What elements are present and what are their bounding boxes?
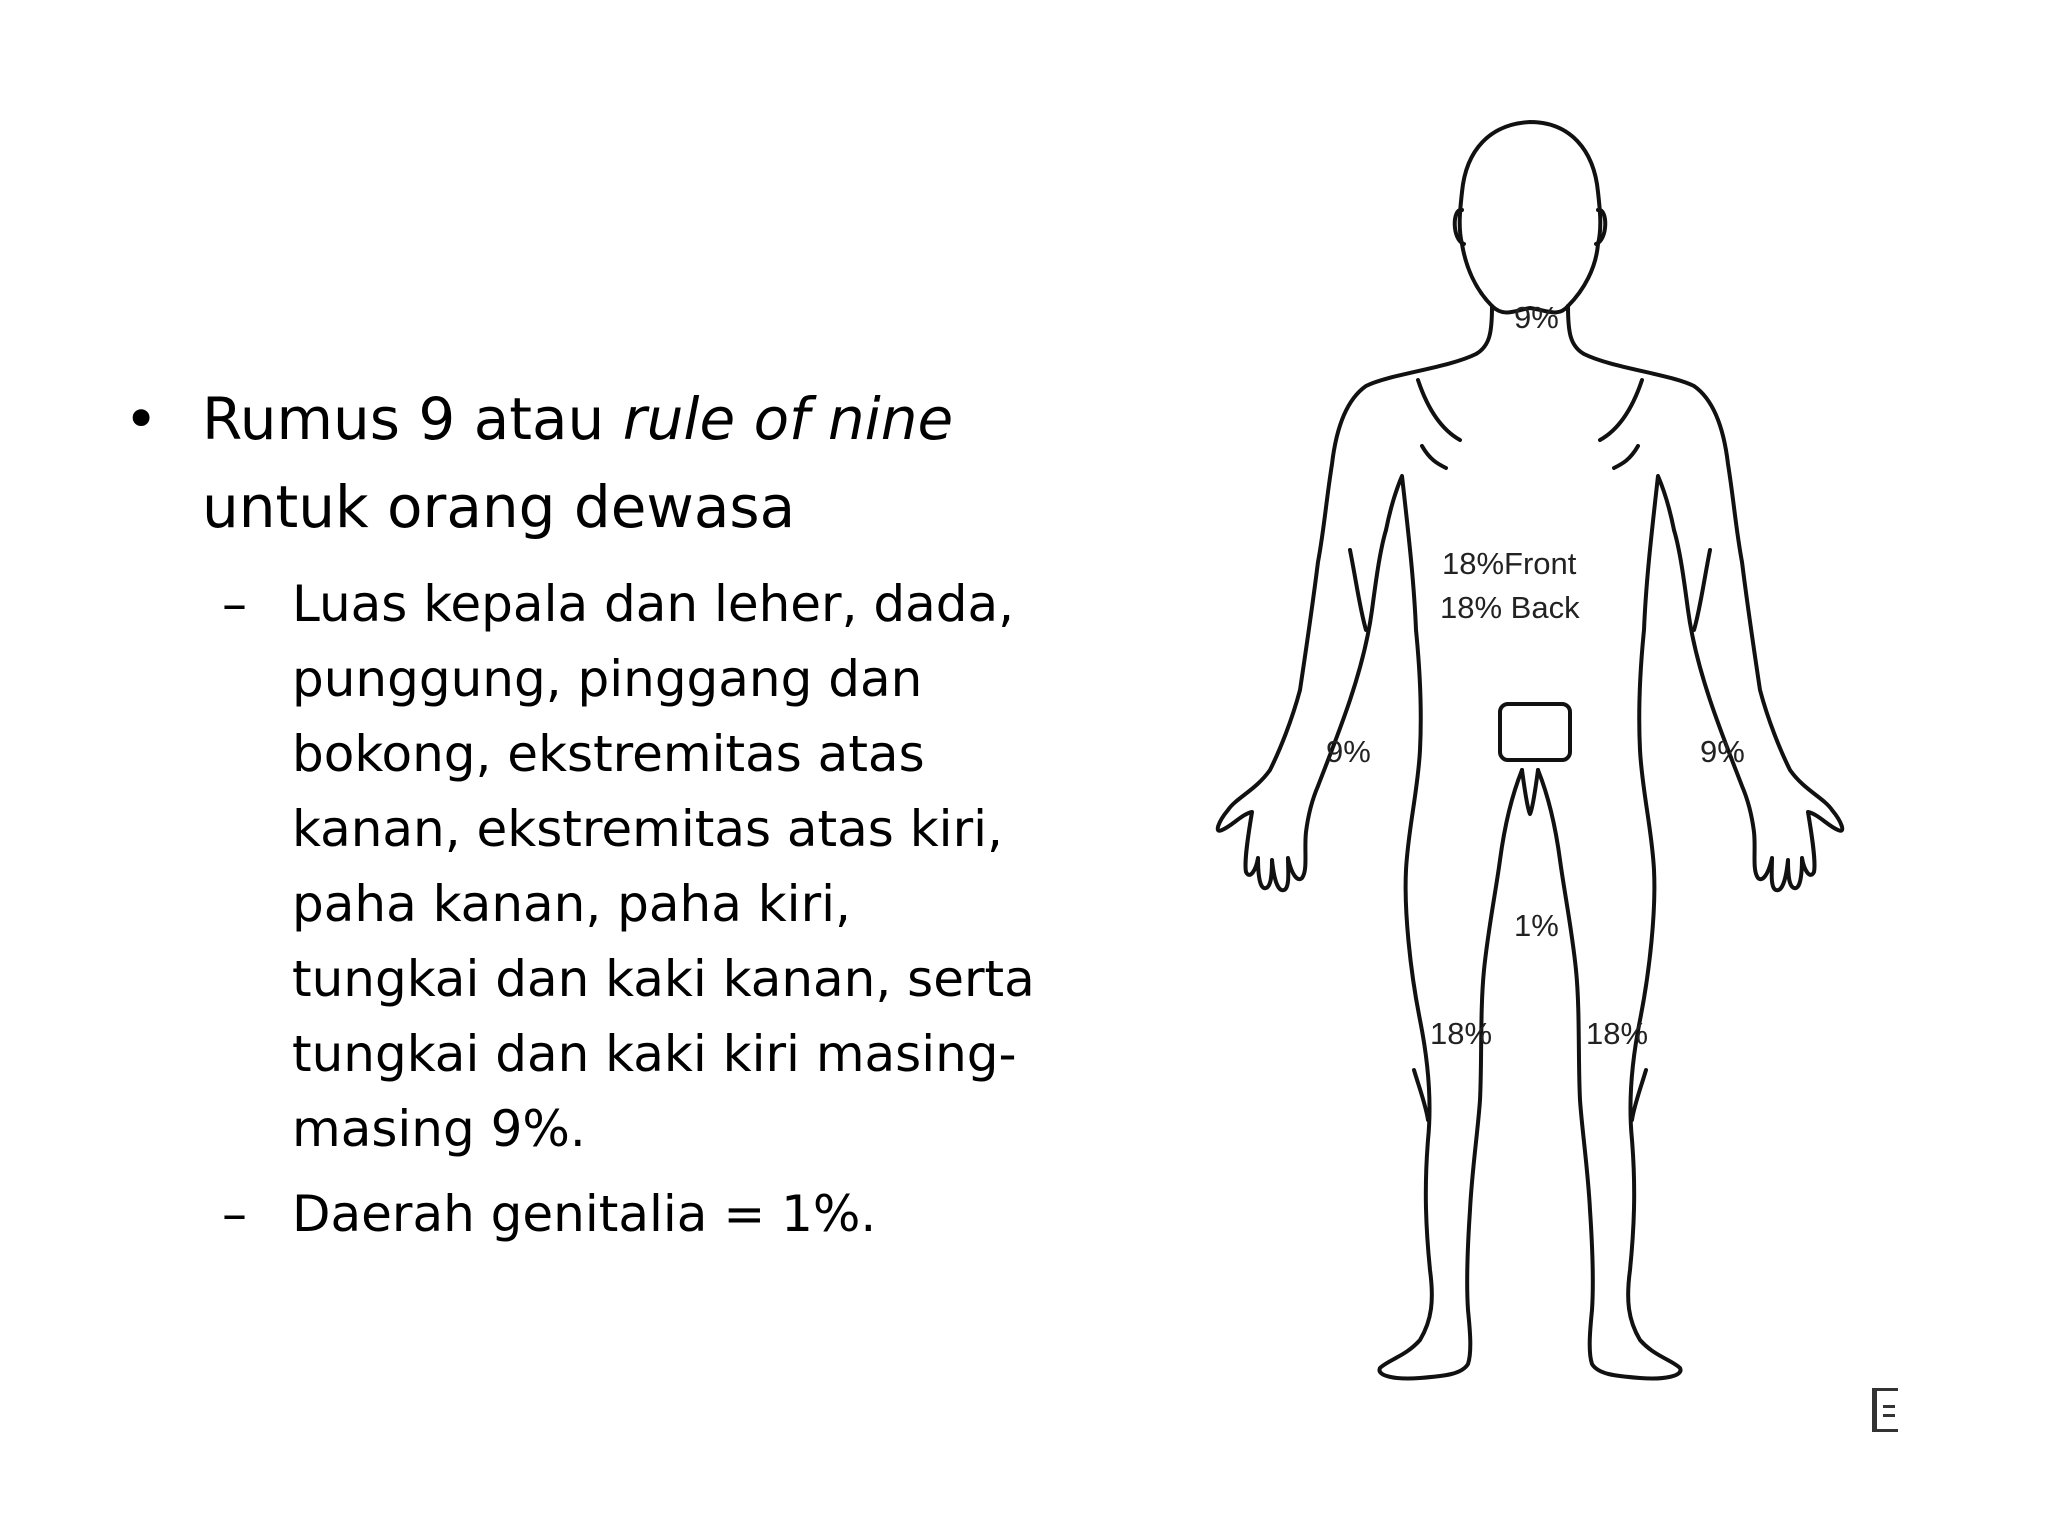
corner-logo-icon <box>1872 1388 1898 1432</box>
label-arm-left: 9% <box>1700 734 1745 769</box>
bullet-list <box>110 375 1040 1262</box>
bullet-dot-icon: • <box>124 385 159 453</box>
main-bullet-text: Rumus 9 atau <box>202 385 623 453</box>
sub-bullet-list <box>110 567 1040 1252</box>
dash-icon: – <box>222 575 247 633</box>
label-torso-back: 18% Back <box>1440 590 1580 625</box>
body-outline-left <box>1568 306 1842 890</box>
sub-bullet-text: Luas kepala dan leher, dada, punggung, pinggang dan bokong, ekstremitas atas kanan, ekstremitas atas kiri, paha kanan, paha kiri, tungkai dan kaki kanan, serta tungkai dan kaki kiri masing-masing 9%. <box>292 575 1035 1158</box>
genital-box <box>1500 704 1570 760</box>
label-torso-front: 18%Front <box>1442 546 1577 581</box>
label-genital: 1% <box>1514 908 1559 943</box>
sub-bullet <box>110 567 1040 1167</box>
label-leg-left: 18% <box>1586 1016 1649 1051</box>
dash-icon: – <box>222 1185 247 1243</box>
main-bullet <box>110 375 1040 551</box>
label-arm-right: 9% <box>1326 734 1371 769</box>
head-outline <box>1460 122 1601 312</box>
sub-bullet-text: Daerah genitalia = 1%. <box>292 1185 877 1243</box>
body-diagram <box>1200 110 1900 1450</box>
main-bullet-text-line2: untuk orang dewasa <box>202 473 796 541</box>
main-bullet-italic: rule of nine <box>622 385 954 453</box>
label-leg-right: 18% <box>1430 1016 1493 1051</box>
label-head: 9% <box>1514 300 1559 335</box>
sub-bullet <box>110 1177 1040 1252</box>
